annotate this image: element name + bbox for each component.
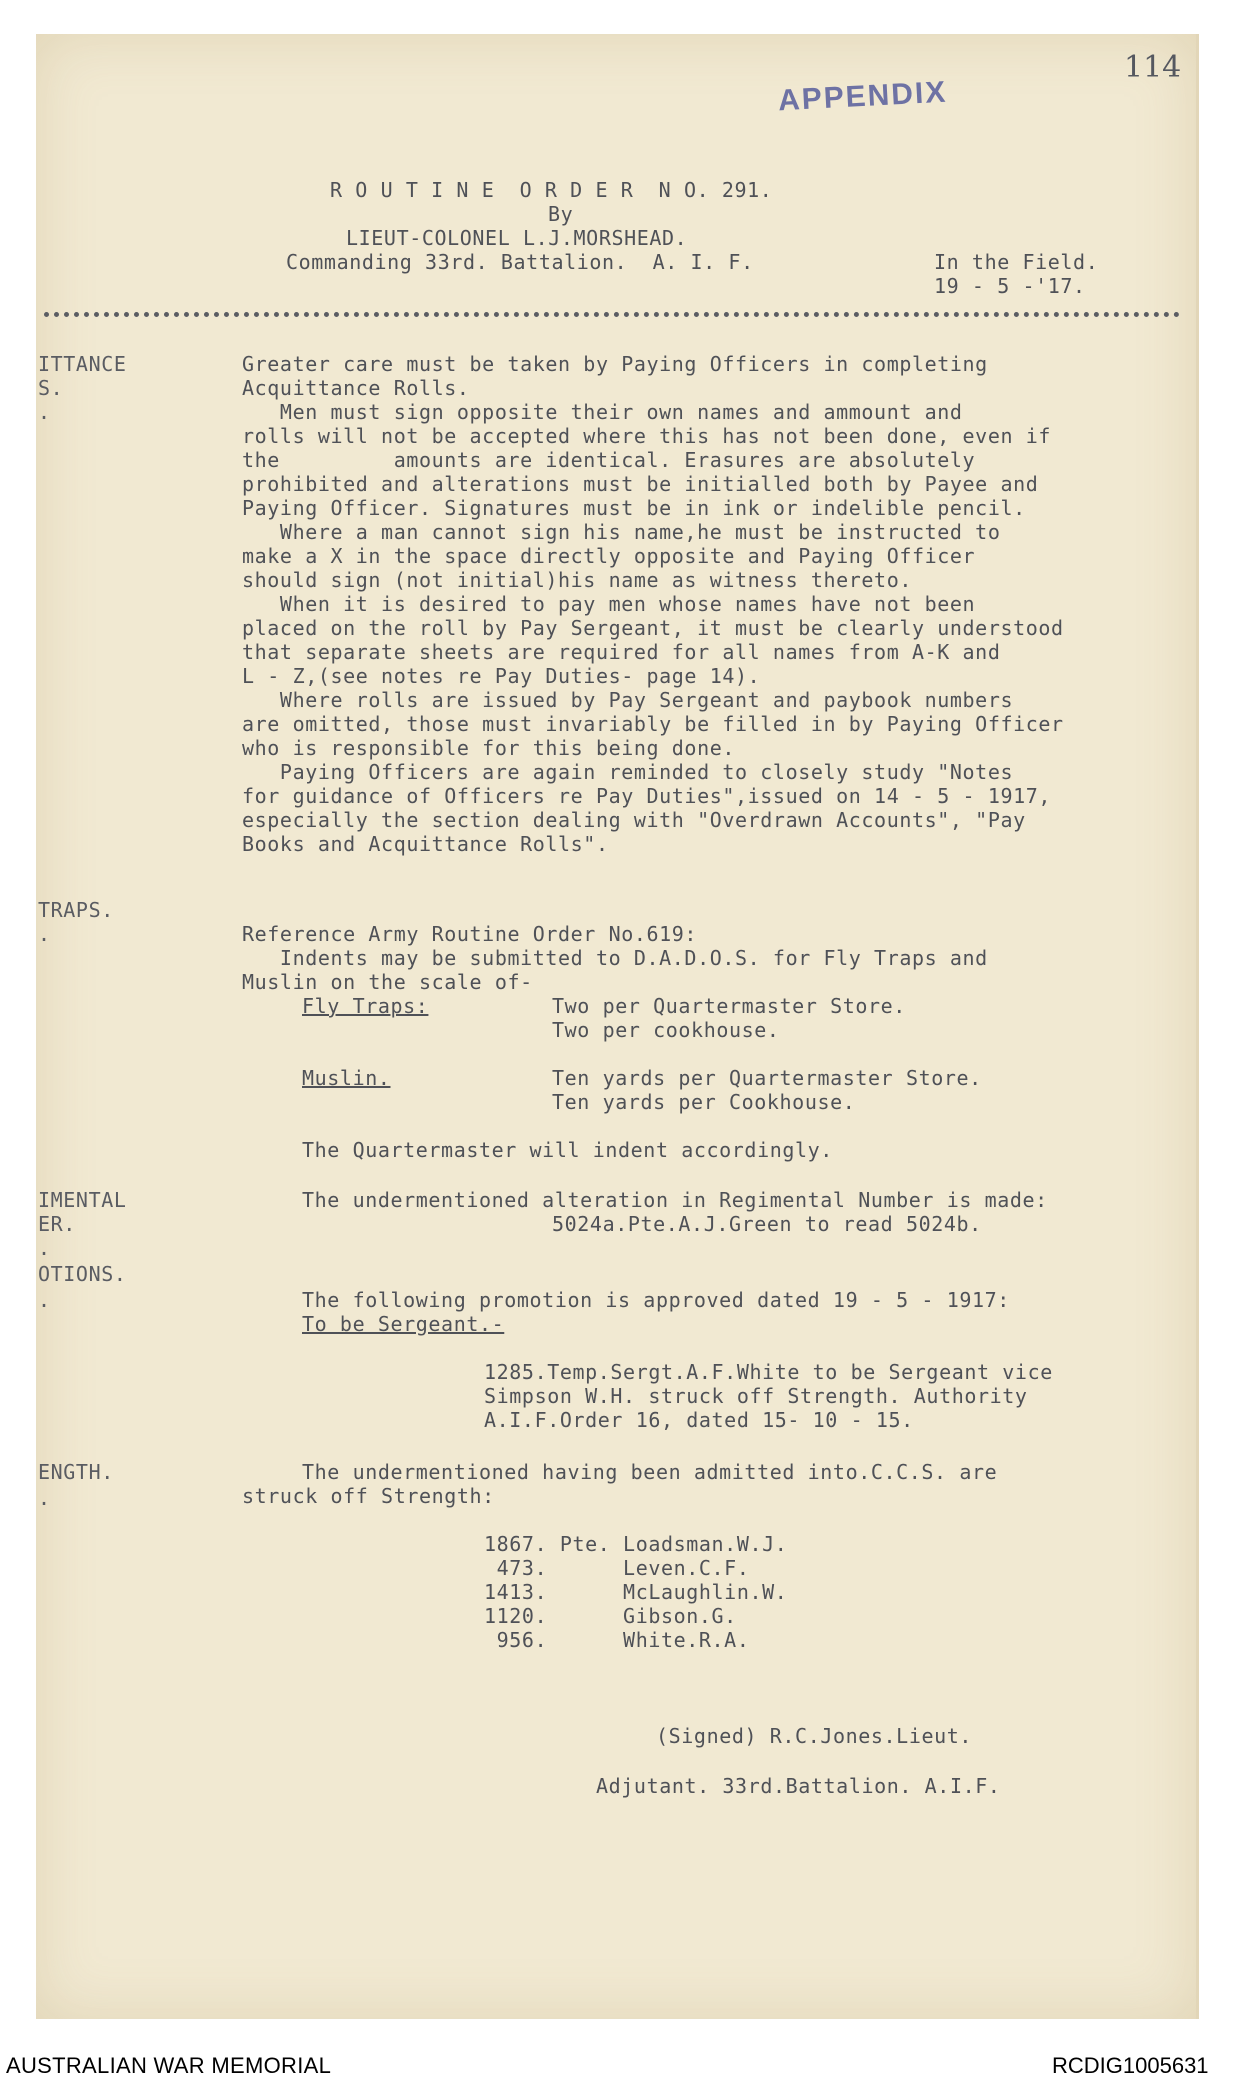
body-line: Greater care must be taken by Paying Officers in completing: [242, 352, 988, 376]
order-date: 19 - 5 -'17.: [934, 274, 1086, 298]
order-command: Commanding 33rd. Battalion. A. I. F.: [286, 250, 754, 274]
order-location: In the Field.: [934, 250, 1099, 274]
struck-off-entry: 956. White.R.A.: [484, 1628, 750, 1652]
footer-source: AUSTRALIAN WAR MEMORIAL: [6, 2053, 332, 2078]
order-by: By: [548, 202, 574, 226]
body-line: Acquittance Rolls.: [242, 376, 470, 400]
order-title: R O U T I N E O R D E R N O. 291.: [330, 178, 773, 202]
body-line: When it is desired to pay men whose names have not been: [242, 592, 976, 616]
body-line: 5024a.Pte.A.J.Green to read 5024b.: [552, 1212, 982, 1236]
body-line: The following promotion is approved dated 19 - 5 - 1917:: [302, 1288, 1010, 1312]
body-line: for guidance of Officers re Pay Duties",issued on 14 - 5 - 1917,: [242, 784, 1052, 808]
body-line: Where a man cannot sign his name,he must be instructed to: [242, 520, 1001, 544]
margin-note: TRAPS.: [38, 898, 114, 922]
body-line: Two per cookhouse.: [552, 1018, 780, 1042]
divider-dotted: [44, 312, 1180, 317]
margin-note: S.: [38, 376, 64, 400]
page-number: 114: [1124, 50, 1182, 85]
margin-note: .: [38, 1236, 51, 1260]
margin-note: .: [38, 1486, 51, 1510]
body-line: The undermentioned alteration in Regimental Number is made:: [302, 1188, 1048, 1212]
body-line: Indents may be submitted to D.A.D.O.S. for Fly Traps and: [242, 946, 988, 970]
struck-off-entry: 1413. McLaughlin.W.: [484, 1580, 788, 1604]
body-line: Muslin on the scale of-: [242, 970, 533, 994]
body-line: The undermentioned having been admitted into.C.C.S. are: [302, 1460, 998, 1484]
body-line: Simpson W.H. struck off Strength. Authority: [484, 1384, 1028, 1408]
footer-id: RCDIG1005631: [1052, 2053, 1209, 2078]
body-line: placed on the roll by Pay Sergeant, it must be clearly understood: [242, 616, 1064, 640]
body-line: especially the section dealing with "Overdrawn Accounts", "Pay: [242, 808, 1026, 832]
body-line: rolls will not be accepted where this has not been done, even if: [242, 424, 1052, 448]
body-line: that separate sheets are required for all names from A-K and: [242, 640, 1001, 664]
margin-note: .: [38, 1288, 51, 1312]
body-line: Books and Acquittance Rolls".: [242, 832, 609, 856]
body-line: Paying Officers are again reminded to closely study "Notes: [242, 760, 1014, 784]
body-line: A.I.F.Order 16, dated 15- 10 - 15.: [484, 1408, 914, 1432]
adjutant-line: Adjutant. 33rd.Battalion. A.I.F.: [596, 1774, 1001, 1798]
body-line: Reference Army Routine Order No.619:: [242, 922, 698, 946]
body-line: are omitted, those must invariably be filled in by Paying Officer: [242, 712, 1064, 736]
muslin-label: Muslin.: [302, 1066, 391, 1090]
body-line: 1285.Temp.Sergt.A.F.White to be Sergeant vice: [484, 1360, 1053, 1384]
body-line: Paying Officer. Signatures must be in ink or indelible pencil.: [242, 496, 1026, 520]
margin-note: ITTANCE: [38, 352, 127, 376]
body-line: L - Z,(see notes re Pay Duties- page 14).: [242, 664, 761, 688]
struck-off-entry: 1867. Pte. Loadsman.W.J.: [484, 1532, 788, 1556]
body-line: Ten yards per Cookhouse.: [552, 1090, 856, 1114]
order-officer: LIEUT-COLONEL L.J.MORSHEAD.: [346, 226, 688, 250]
margin-note: .: [38, 922, 51, 946]
margin-note: .: [38, 400, 51, 424]
body-line: Two per Quartermaster Store.: [552, 994, 906, 1018]
body-line: The Quartermaster will indent accordingly.: [302, 1138, 833, 1162]
body-line: the amounts are identical. Erasures are absolutely: [242, 448, 976, 472]
fly-traps-label: Fly Traps:: [302, 994, 429, 1018]
margin-note: ER.: [38, 1212, 76, 1236]
margin-note: OTIONS.: [38, 1262, 127, 1286]
body-line: should sign (not initial)his name as witness thereto.: [242, 568, 912, 592]
appendix-stamp: APPENDIX: [777, 75, 949, 118]
body-line: prohibited and alterations must be initialled both by Payee and: [242, 472, 1039, 496]
margin-note: ENGTH.: [38, 1460, 114, 1484]
body-line: who is responsible for this being done.: [242, 736, 735, 760]
margin-note: IMENTAL: [38, 1188, 127, 1212]
body-line: make a X in the space directly opposite and Paying Officer: [242, 544, 976, 568]
body-line: Ten yards per Quartermaster Store.: [552, 1066, 982, 1090]
to-be-sergeant: To be Sergeant.-: [302, 1312, 505, 1336]
struck-off-entry: 1120. Gibson.G.: [484, 1604, 737, 1628]
body-line: Where rolls are issued by Pay Sergeant and paybook numbers: [242, 688, 1014, 712]
body-line: Men must sign opposite their own names and ammount and: [242, 400, 963, 424]
struck-off-entry: 473. Leven.C.F.: [484, 1556, 750, 1580]
body-line: struck off Strength:: [242, 1484, 495, 1508]
signed-line: (Signed) R.C.Jones.Lieut.: [656, 1724, 973, 1748]
